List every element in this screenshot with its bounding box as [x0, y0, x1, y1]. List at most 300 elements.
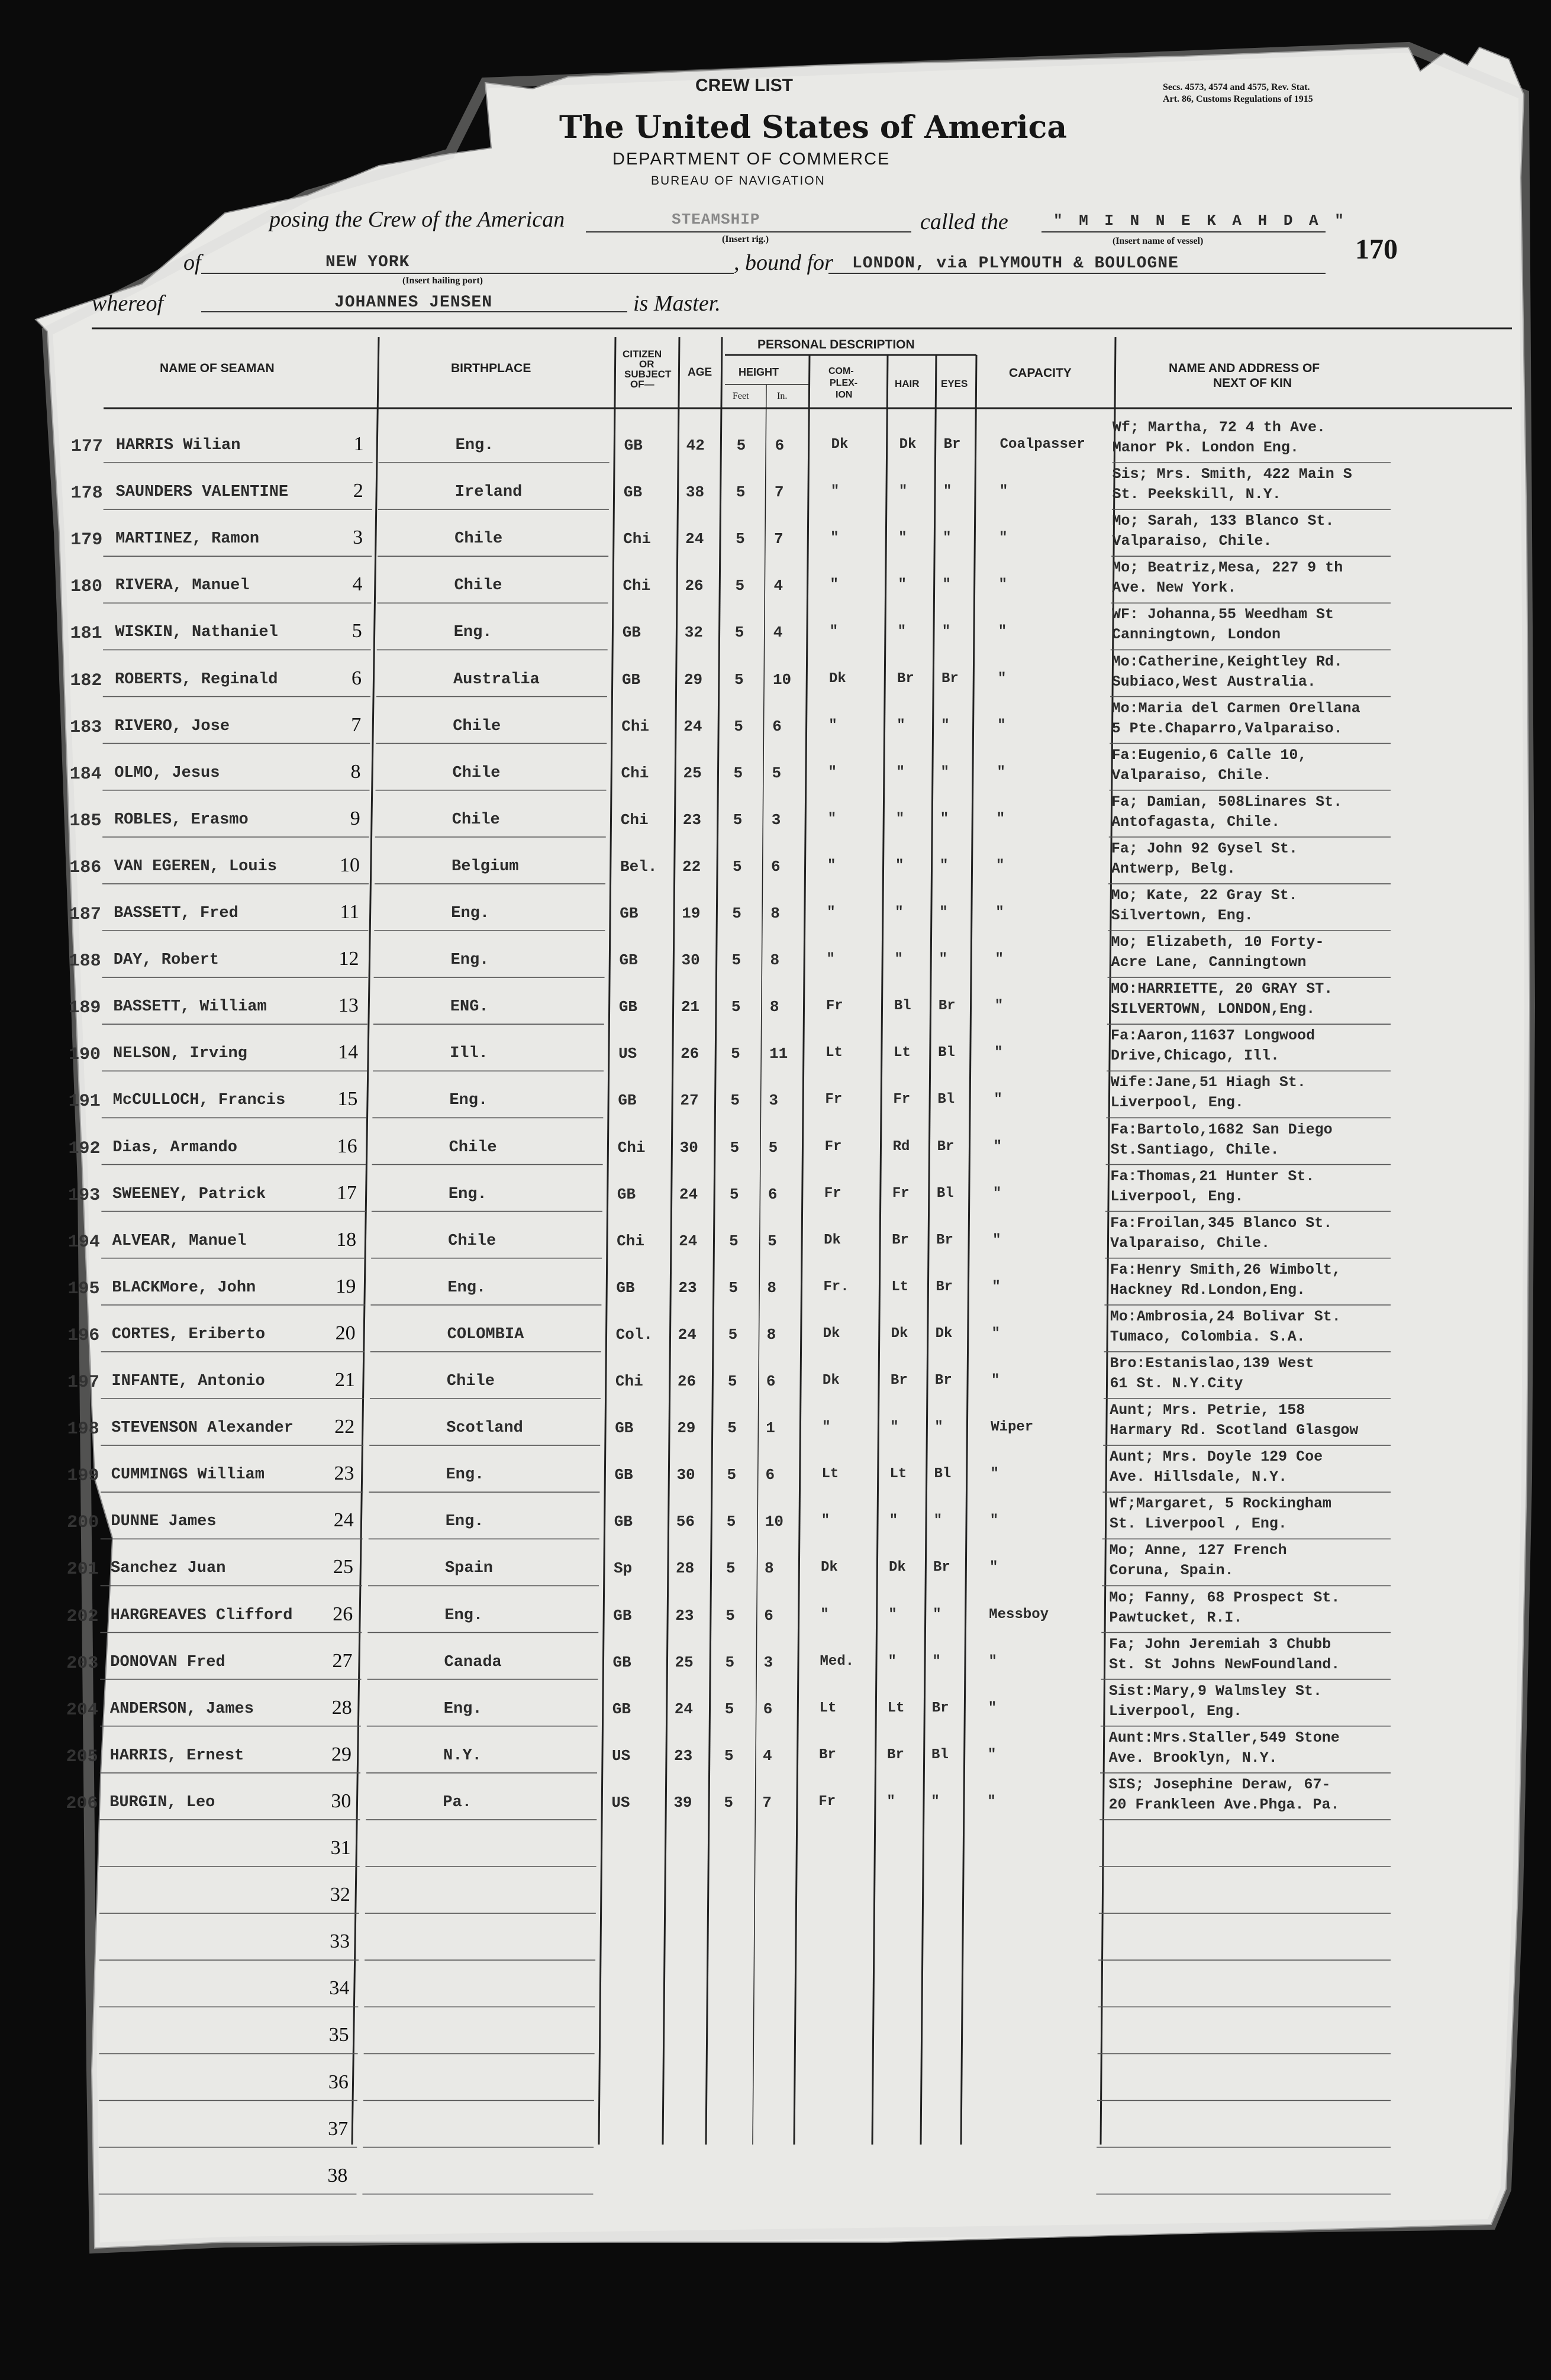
seaman-list-number: 181 — [70, 624, 102, 644]
kin-line-2: Manor Pk. London Eng. — [1112, 439, 1299, 456]
seaman-list-number: 183 — [70, 717, 102, 738]
kin-line-2: Coruna, Spain. — [1109, 1562, 1234, 1580]
complexion: " — [830, 483, 840, 500]
kin-line-2: Tumaco, Colombia. S.A. — [1110, 1328, 1305, 1345]
height-feet: 5 — [735, 577, 745, 595]
kin-line-2: Antofagasta, Chile. — [1111, 813, 1281, 831]
capacity: " — [994, 1091, 1002, 1108]
header-citizen-4: OF— — [630, 379, 654, 390]
age: 21 — [681, 998, 700, 1016]
hair: Rd — [892, 1138, 910, 1155]
seaman-name: BASSETT, William — [113, 998, 267, 1016]
hair: Dk — [899, 437, 917, 453]
kin-line-1: Sis; Mrs. Smith, 422 Main S — [1112, 466, 1352, 483]
capacity: " — [995, 951, 1004, 968]
eyes: " — [939, 905, 948, 921]
eyes: " — [943, 483, 952, 500]
citizenship: Chi — [617, 1232, 644, 1250]
seaman-list-number: 188 — [69, 951, 101, 972]
eyes: Bl — [931, 1746, 949, 1763]
seaman-list-number: 177 — [70, 437, 103, 457]
age: 26 — [685, 577, 704, 595]
hair: " — [886, 1793, 895, 1810]
kin-line-1: Wf;Margaret, 5 Rockingham — [1109, 1495, 1331, 1513]
seaman-name: OLMO, Jesus — [114, 764, 220, 782]
seaman-name: Dias, Armando — [112, 1138, 237, 1157]
seaman-name: BURGIN, Leo — [109, 1793, 215, 1811]
row-number: 23 — [334, 1462, 354, 1485]
height-feet: 5 — [736, 437, 746, 454]
height-feet: 5 — [724, 1793, 733, 1811]
age: 27 — [680, 1091, 699, 1110]
header-personal: PERSONAL DESCRIPTION — [757, 338, 915, 351]
kin-line-1: SIS; Josephine Deraw, 67- — [1108, 1775, 1331, 1793]
destination: LONDON, via PLYMOUTH & BOULOGNE — [852, 254, 1179, 273]
birthplace: Chile — [446, 1373, 495, 1390]
birthplace: Pa. — [443, 1793, 472, 1811]
kin-line-2: St. Peekskill, N.Y. — [1112, 486, 1281, 503]
height-feet: 5 — [724, 1746, 734, 1765]
capacity: " — [999, 530, 1008, 547]
age: 24 — [679, 1232, 698, 1250]
line2-prefix: of — [183, 250, 201, 275]
age: 24 — [685, 530, 704, 548]
height-feet: 5 — [733, 764, 743, 782]
header-citizen-3: SUBJECT — [624, 369, 672, 380]
complexion: Dk — [824, 1232, 841, 1248]
kin-line-2: Valparaiso, Chile. — [1112, 532, 1272, 550]
seaman-name: WISKIN, Nathaniel — [115, 624, 278, 642]
height-inches: 6 — [765, 1466, 775, 1484]
hair: Lt — [887, 1700, 905, 1716]
capacity: " — [987, 1793, 996, 1810]
complexion: Dk — [820, 1559, 838, 1576]
hair: Lt — [894, 1045, 911, 1061]
seaman-list-number: 190 — [69, 1045, 101, 1065]
height-inches: 3 — [763, 1653, 773, 1671]
eyes: " — [941, 717, 950, 734]
height-feet: 5 — [728, 1325, 738, 1344]
seaman-list-number: 196 — [67, 1325, 100, 1346]
row-number: 17 — [336, 1181, 357, 1204]
kin-line-1: WF: Johanna,55 Weedham St — [1112, 606, 1334, 624]
seaman-name: NELSON, Irving — [113, 1045, 247, 1063]
hair: Fr — [892, 1185, 910, 1202]
kin-line-1: MO:HARRIETTE, 20 GRAY ST. — [1111, 980, 1333, 998]
seaman-list-number: 187 — [69, 905, 101, 925]
sheet-number: 170 — [1355, 234, 1398, 265]
complexion: Dk — [822, 1373, 840, 1388]
birthplace: Eng. — [447, 1278, 486, 1297]
citizenship: GB — [618, 998, 638, 1016]
kin-line-1: Mo; Sarah, 133 Blanco St. — [1112, 512, 1334, 530]
birthplace: Chile — [452, 810, 500, 829]
height-feet: 5 — [734, 717, 743, 735]
seaman-name: SWEENEY, Patrick — [112, 1185, 266, 1203]
kin-line-1: Wife:Jane,51 Hiagh St. — [1110, 1074, 1306, 1091]
citizenship: GB — [612, 1700, 631, 1718]
header-inches: In. — [777, 391, 788, 401]
height-inches: 3 — [769, 1091, 778, 1110]
citizenship: GB — [619, 951, 638, 970]
complexion: Dk — [831, 437, 849, 453]
age: 26 — [681, 1045, 699, 1063]
row-number: 11 — [340, 901, 360, 923]
citizenship: Chi — [621, 764, 649, 782]
seaman-name: CUMMINGS William — [111, 1466, 265, 1484]
height-feet: 5 — [727, 1419, 737, 1438]
hair: " — [888, 1606, 897, 1623]
row-number: 15 — [337, 1088, 358, 1110]
eyes: Br — [931, 1700, 949, 1716]
kin-line-2: Ave. Brooklyn, N.Y. — [1108, 1749, 1278, 1767]
height-inches: 5 — [768, 1138, 778, 1157]
row-number: 33 — [330, 1930, 350, 1953]
complexion: Fr — [818, 1793, 836, 1810]
height-inches: 7 — [774, 483, 784, 502]
kin-line-2: 20 Frankleen Ave.Phga. Pa. — [1108, 1796, 1340, 1813]
seaman-name: INFANTE, Antonio — [111, 1373, 265, 1390]
birthplace: Eng. — [453, 624, 492, 642]
citizenship: GB — [613, 1606, 632, 1625]
eyes: Br — [936, 1278, 953, 1295]
kin-line-1: Mo; Kate, 22 Gray St. — [1111, 887, 1298, 904]
eyes: " — [933, 1513, 943, 1529]
capacity: " — [992, 1185, 1002, 1202]
height-feet: 5 — [724, 1700, 734, 1718]
seaman-name: HARGREAVES Clifford — [110, 1606, 293, 1625]
seaman-name: DUNNE James — [111, 1513, 217, 1531]
kin-line-2: Liverpool, Eng. — [1108, 1702, 1242, 1720]
height-feet: 5 — [736, 530, 745, 548]
capacity: " — [993, 1138, 1002, 1155]
row-number: 21 — [334, 1369, 355, 1391]
seaman-list-number: 198 — [67, 1419, 99, 1440]
complexion: " — [828, 764, 837, 780]
row-number: 12 — [338, 948, 359, 970]
seaman-list-number: 193 — [68, 1185, 101, 1206]
bureau: BUREAU OF NAVIGATION — [651, 174, 826, 188]
capacity: " — [992, 1232, 1001, 1248]
birthplace: Canada — [444, 1653, 502, 1671]
height-inches: 10 — [765, 1513, 783, 1531]
row-number: 27 — [332, 1649, 353, 1672]
eyes: " — [939, 951, 947, 968]
height-feet: 5 — [733, 810, 743, 829]
kin-line-2: St.Santiago, Chile. — [1110, 1141, 1279, 1158]
hair: Br — [890, 1373, 908, 1388]
kin-line-2: Pawtucket, R.I. — [1109, 1609, 1243, 1626]
statute-line-2: Art. 86, Customs Regulations of 1915 — [1163, 94, 1313, 104]
kin-line-2: St. Liverpool , Eng. — [1109, 1515, 1287, 1533]
kin-line-1: Mo:Maria del Carmen Orellana — [1111, 699, 1360, 717]
height-inches: 6 — [768, 1185, 778, 1203]
height-inches: 5 — [768, 1232, 777, 1250]
whereof-label: whereof — [92, 291, 164, 316]
row-number: 31 — [330, 1837, 351, 1859]
eyes: Br — [941, 670, 959, 687]
called-the-label: called the — [920, 209, 1008, 234]
eyes: " — [933, 1606, 941, 1623]
kin-line-1: Fa; Damian, 508Linares St. — [1111, 793, 1343, 810]
kin-line-2: Valparaiso, Chile. — [1111, 766, 1272, 784]
height-feet: 5 — [725, 1559, 736, 1578]
hair: " — [890, 1419, 899, 1436]
citizenship: US — [612, 1746, 631, 1765]
eyes: Bl — [934, 1466, 952, 1483]
eyes: Bl — [937, 1091, 955, 1108]
row-number: 14 — [338, 1041, 359, 1064]
age: 24 — [683, 717, 702, 735]
citizenship: GB — [621, 670, 641, 689]
seaman-name: BASSETT, Fred — [114, 905, 238, 922]
kin-line-1: Bro:Estanislao,139 West — [1110, 1355, 1314, 1372]
row-number: 20 — [335, 1322, 356, 1344]
seaman-list-number: 204 — [66, 1700, 98, 1720]
eyes: " — [940, 764, 949, 780]
hair: " — [897, 717, 905, 734]
citizenship: GB — [624, 437, 643, 454]
complexion: Lt — [826, 1045, 843, 1061]
height-feet: 5 — [726, 1513, 736, 1531]
seaman-name: BLACKMore, John — [112, 1278, 256, 1297]
height-inches: 6 — [771, 857, 781, 876]
kin-line-2: 61 St. N.Y.City — [1110, 1375, 1243, 1392]
height-feet: 5 — [733, 857, 742, 876]
height-inches: 8 — [770, 905, 780, 922]
hair: Lt — [889, 1466, 907, 1483]
complexion: Med. — [820, 1653, 854, 1669]
hair: Br — [887, 1746, 904, 1763]
height-feet: 5 — [725, 1653, 735, 1671]
seaman-name: ROBERTS, Reginald — [114, 670, 278, 689]
eyes: Dk — [935, 1325, 953, 1342]
seaman-name: McCULLOCH, Francis — [112, 1091, 286, 1110]
citizenship: GB — [616, 1278, 635, 1297]
seaman-list-number: 185 — [69, 810, 102, 831]
citizenship: Chi — [617, 1138, 646, 1157]
header-capacity: CAPACITY — [1009, 366, 1072, 380]
birthplace: Eng. — [443, 1700, 482, 1718]
hair: " — [898, 530, 907, 547]
age: 26 — [677, 1373, 697, 1390]
age: 24 — [679, 1185, 698, 1203]
height-inches: 8 — [769, 998, 779, 1016]
birthplace: Belgium — [452, 857, 519, 876]
kin-line-2: 5 Pte.Chaparro,Valparaiso. — [1111, 719, 1343, 737]
birthplace: Eng. — [446, 1466, 485, 1484]
citizenship: US — [611, 1793, 630, 1811]
height-inches: 7 — [774, 530, 783, 548]
birthplace: ENG. — [450, 998, 489, 1016]
kin-line-2: St. St Johns NewFoundland. — [1109, 1655, 1340, 1673]
is-master-label: is Master. — [633, 291, 721, 316]
height-inches: 5 — [772, 764, 782, 782]
kin-line-1: Aunt:Mrs.Staller,549 Stone — [1108, 1729, 1340, 1746]
eyes: " — [932, 1653, 941, 1669]
birthplace: Eng. — [451, 905, 490, 922]
seaman-list-number: 199 — [67, 1466, 99, 1487]
kin-line-2: Antwerp, Belg. — [1111, 860, 1236, 877]
citizenship: Chi — [615, 1373, 643, 1390]
capacity: " — [997, 717, 1006, 734]
seaman-list-number: 191 — [68, 1091, 101, 1112]
age: 30 — [679, 1138, 698, 1157]
row-number: 22 — [334, 1416, 355, 1438]
eyes: Br — [936, 1232, 953, 1248]
birthplace: Spain — [444, 1559, 493, 1578]
hair: Fr — [893, 1091, 911, 1108]
seaman-name: RIVERO, Jose — [114, 717, 230, 735]
capacity: " — [998, 624, 1007, 640]
citizenship: Chi — [620, 810, 649, 829]
birthplace: Ill. — [450, 1045, 488, 1063]
kin-line-1: Aunt; Mrs. Petrie, 158 — [1110, 1401, 1305, 1419]
capacity: " — [998, 577, 1007, 593]
complexion: " — [827, 905, 836, 921]
row-number: 29 — [331, 1743, 352, 1765]
kin-line-2: Silvertown, Eng. — [1111, 907, 1253, 924]
hair: " — [895, 857, 904, 874]
age: 28 — [675, 1559, 695, 1578]
birthplace: Eng. — [449, 1091, 488, 1110]
age: 32 — [684, 624, 703, 642]
age: 39 — [673, 1793, 692, 1811]
complexion: Fr — [824, 1138, 842, 1155]
height-inches: 10 — [772, 670, 792, 689]
seaman-list-number: 179 — [70, 530, 103, 551]
header-hair: HAIR — [895, 378, 920, 389]
header-birthplace: BIRTHPLACE — [451, 361, 531, 375]
insert-vessel-note: (Insert name of vessel) — [1113, 236, 1204, 246]
height-inches: 8 — [770, 951, 780, 970]
kin-line-2: Ave. New York. — [1112, 579, 1237, 597]
capacity: " — [989, 1513, 999, 1529]
height-inches: 6 — [764, 1606, 773, 1625]
height-inches: 6 — [763, 1700, 773, 1718]
complexion: Fr. — [823, 1278, 849, 1295]
height-feet: 5 — [731, 1045, 740, 1063]
citizenship: GB — [620, 905, 639, 922]
eyes: Br — [933, 1559, 950, 1576]
height-inches: 8 — [766, 1325, 776, 1344]
height-feet: 5 — [734, 624, 744, 642]
seaman-name: HARRIS, Ernest — [109, 1746, 244, 1765]
row-number: 6 — [351, 667, 362, 689]
seaman-list-number: 194 — [67, 1232, 100, 1252]
eyes: Bl — [938, 1045, 955, 1061]
hair: Br — [892, 1232, 909, 1248]
complexion: " — [828, 717, 837, 734]
height-feet: 5 — [734, 670, 744, 689]
seaman-list-number: 192 — [68, 1138, 101, 1159]
capacity: " — [988, 1700, 997, 1716]
capacity: " — [988, 1746, 997, 1763]
header-citizen-2: OR — [639, 359, 654, 370]
seaman-name: MARTINEZ, Ramon — [115, 530, 260, 548]
citizenship: GB — [617, 1185, 636, 1203]
capacity: " — [988, 1653, 997, 1669]
seaman-list-number: 206 — [66, 1793, 98, 1814]
birthplace: Chile — [449, 1138, 497, 1157]
row-number: 19 — [336, 1275, 356, 1297]
seaman-list-number: 197 — [67, 1373, 99, 1393]
eyes: " — [931, 1793, 940, 1810]
seaman-name: SAUNDERS VALENTINE — [115, 483, 289, 502]
complexion: Fr — [826, 998, 843, 1015]
age: 25 — [683, 764, 702, 782]
height-inches: 8 — [767, 1278, 776, 1297]
form-title: CREW LIST — [695, 76, 793, 95]
citizenship: GB — [623, 483, 643, 502]
birthplace: Eng. — [445, 1513, 484, 1531]
hair: " — [898, 483, 908, 500]
complexion: Br — [819, 1746, 836, 1763]
complexion: Fr — [825, 1091, 843, 1108]
capacity: " — [999, 483, 1008, 500]
bound-for-label: , bound for — [734, 250, 833, 275]
capacity: " — [996, 810, 1005, 827]
capacity: " — [991, 1325, 1001, 1342]
vessel-name: " M I N N E K A H D A " — [1053, 212, 1347, 230]
citizenship: Chi — [623, 577, 651, 595]
eyes: Br — [938, 998, 956, 1015]
citizenship: Chi — [623, 530, 651, 548]
height-feet: 5 — [725, 1606, 735, 1625]
age: 22 — [682, 857, 701, 876]
capacity: " — [996, 857, 1005, 874]
complexion: " — [827, 810, 837, 827]
row-number: 18 — [336, 1228, 357, 1251]
birthplace: N.Y. — [443, 1746, 482, 1765]
capacity: " — [989, 1559, 998, 1576]
eyes: " — [940, 810, 949, 827]
line1-prefix: posing the Crew of the American — [269, 207, 565, 232]
seaman-name: STEVENSON Alexander — [111, 1419, 294, 1438]
insert-hailing-note: (Insert hailing port) — [402, 276, 483, 286]
complexion: Lt — [821, 1466, 839, 1483]
height-feet: 5 — [729, 1232, 739, 1250]
kin-line-2: Hackney Rd.London,Eng. — [1110, 1281, 1305, 1299]
hair: Dk — [888, 1559, 906, 1576]
complexion: " — [821, 1513, 830, 1529]
hair: " — [895, 905, 904, 921]
kin-line-1: Fa:Aaron,11637 Longwood — [1111, 1027, 1315, 1045]
row-number: 38 — [327, 2164, 348, 2187]
citizenship: GB — [614, 1466, 633, 1484]
row-number: 3 — [353, 527, 363, 549]
birthplace: Chile — [454, 530, 503, 548]
kin-line-1: Fa:Eugenio,6 Calle 10, — [1111, 746, 1307, 764]
kin-line-1: Mo; Elizabeth, 10 Forty- — [1111, 934, 1324, 951]
birthplace: COLOMBIA — [447, 1325, 524, 1344]
height-feet: 5 — [731, 998, 741, 1016]
capacity: " — [994, 1045, 1003, 1061]
row-number: 4 — [352, 573, 363, 596]
birthplace: Chile — [452, 764, 501, 782]
complexion: " — [820, 1606, 829, 1623]
birthplace: Eng. — [444, 1606, 483, 1625]
kin-line-2: Ave. Hillsdale, N.Y. — [1110, 1468, 1288, 1486]
row-number: 5 — [352, 620, 362, 642]
citizenship: GB — [615, 1419, 634, 1438]
hailing-port: NEW YORK — [325, 253, 410, 272]
capacity: " — [997, 764, 1005, 780]
kin-line-1: Fa; John Jeremiah 3 Chubb — [1109, 1635, 1331, 1653]
kin-line-2: Valparaiso, Chile. — [1110, 1234, 1271, 1252]
kin-line-1: Fa:Thomas,21 Hunter St. — [1110, 1167, 1315, 1185]
row-number: 2 — [353, 480, 363, 502]
